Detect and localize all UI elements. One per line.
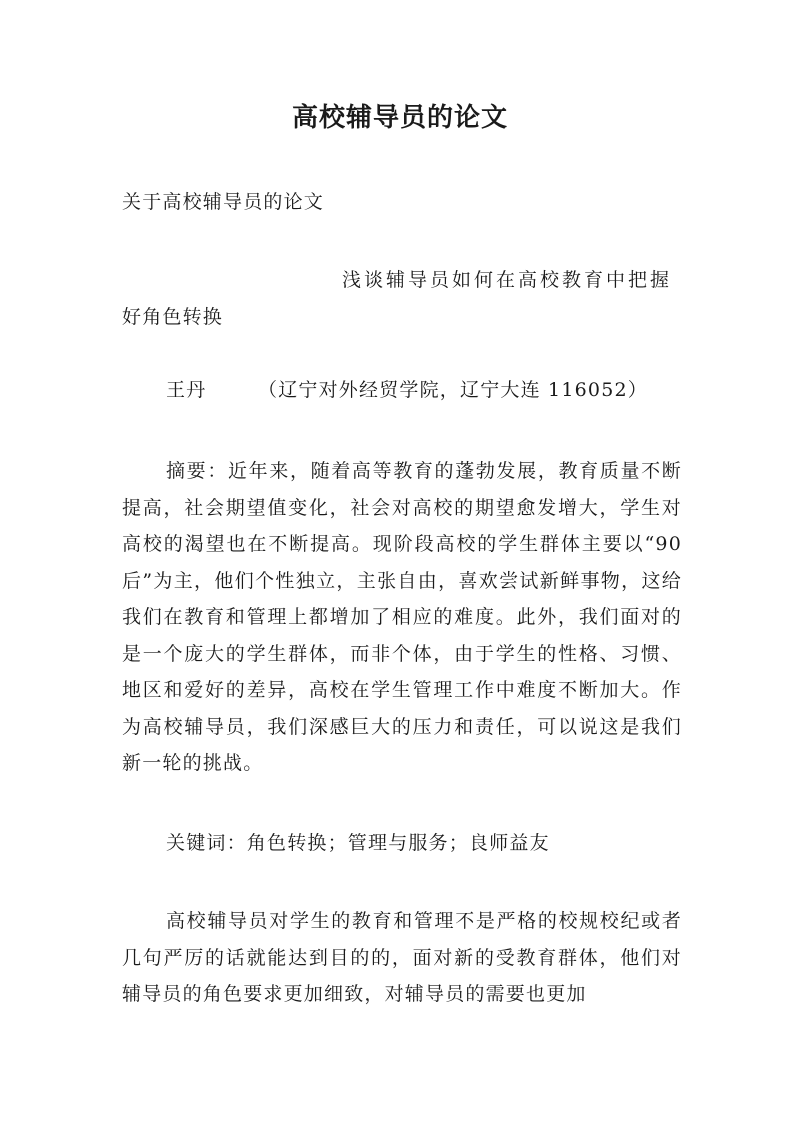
- paper-title: [122, 262, 682, 335]
- paper-title-line-1: 浅谈辅导员如何在高校教育中把握: [342, 269, 673, 291]
- author-line: [122, 372, 682, 409]
- body-paragraph: 高校辅导员对学生的教育和管理不是严格的校规校纪或者几句严厉的话就能达到目的的，面对新的受教育群体，他们对辅导员的角色要求更加细致，对辅导员的需要也更加: [122, 910, 682, 1005]
- author-name: 王丹: [166, 379, 207, 401]
- document-title: 高校辅导员的论文: [291, 103, 508, 133]
- keywords-line: 关键词：角色转换；管理与服务；良师益友: [166, 832, 550, 854]
- author-affiliation: （辽宁对外经贸学院，辽宁大连 116052）: [258, 379, 648, 401]
- abstract-paragraph: 摘要：近年来，随着高等教育的蓬勃发展，教育质量不断提高，社会期望值变化，社会对高校的期望愈发增大，学生对高校的渴望也在不断提高。现阶段高校的学生群体主要以“90后”为主，他们个性独立，主张自由，喜欢尝试新鲜事物，这给我们在教育和管理上都增加了相应的难度。此外，我们面对的是一个庞大的学生群体，而非个体，由于学生的性格、习惯、地区和爱好的差异，高校在学生管理工作中难度不断加大。作为高校辅导员，我们深感巨大的压力和责任，可以说这是我们新一轮的挑战。: [122, 460, 682, 774]
- paper-title-line-2: 好角色转换: [122, 305, 224, 328]
- document-subheading: 关于高校辅导员的论文: [122, 191, 325, 213]
